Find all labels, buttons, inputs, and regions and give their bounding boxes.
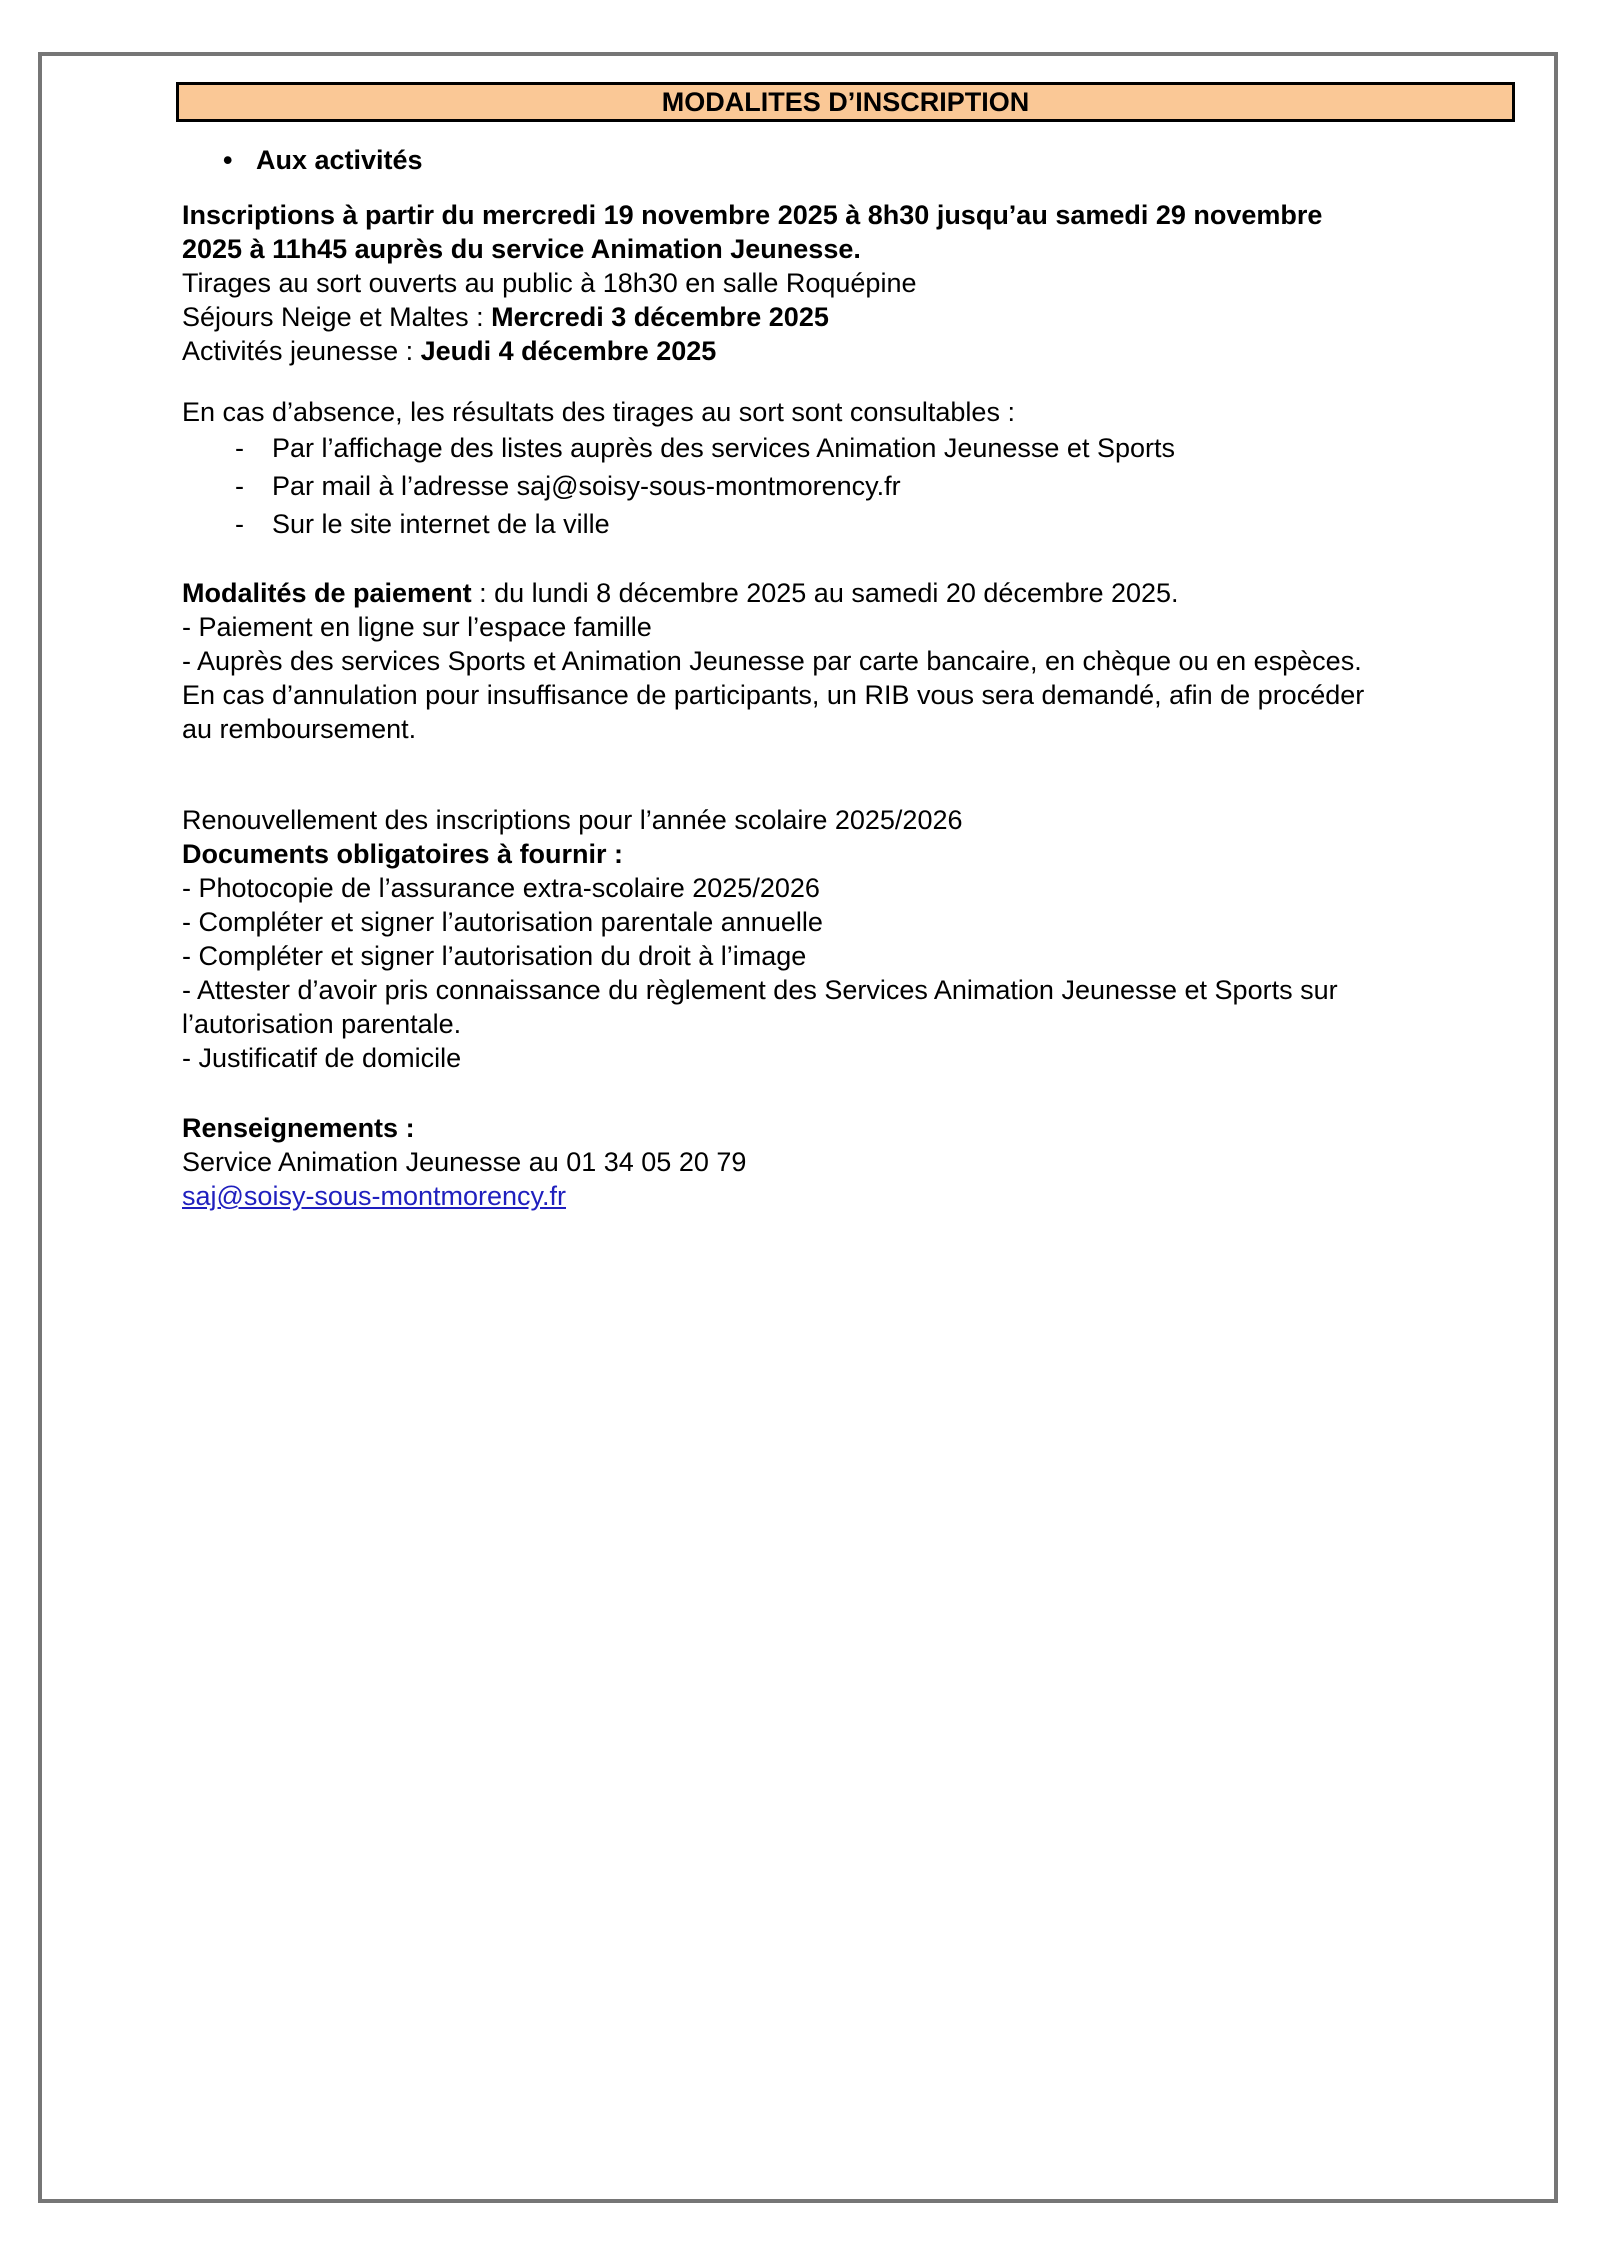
renewal-paragraph: [182, 803, 1527, 1075]
text-line: l’autorisation parentale.: [182, 1009, 462, 1039]
text-line: Inscriptions à partir du mercredi 19 novembre 2025 à 8h30 jusqu’au samedi 29 novembre: [182, 200, 1323, 230]
text-line: - Auprès des services Sports et Animation Jeunesse par carte bancaire, en chèque ou en espèces.: [182, 646, 1362, 676]
documents-heading: Documents obligatoires à fournir :: [182, 839, 624, 869]
list-item: [182, 467, 1527, 505]
payment-paragraph: [182, 576, 1527, 746]
payment-dates: : du lundi 8 décembre 2025 au samedi 20 décembre 2025.: [471, 578, 1179, 608]
absence-list: [182, 429, 1527, 543]
text-line: [182, 300, 1527, 334]
text-label: Activités jeunesse :: [182, 336, 421, 366]
payment-heading: Modalités de paiement: [182, 578, 472, 608]
list-item-text: Sur le site internet de la ville: [272, 509, 610, 539]
text-line: [182, 334, 1527, 368]
list-item-text: Par mail à l’adresse saj@soisy-sous-montmorency.fr: [272, 471, 901, 501]
date-sejours: Mercredi 3 décembre 2025: [491, 302, 829, 332]
section-heading-label: Aux activités: [256, 145, 423, 175]
text-line: - Compléter et signer l’autorisation parentale annuelle: [182, 907, 823, 937]
title-banner: [176, 82, 1515, 122]
text-line: En cas d’annulation pour insuffisance de participants, un RIB vous sera demandé, afin de procéder: [182, 680, 1365, 710]
contact-heading: Renseignements :: [182, 1113, 415, 1143]
text-line: 2025 à 11h45 auprès du service Animation Jeunesse.: [182, 234, 861, 264]
inscription-dates-paragraph: [182, 198, 1527, 368]
section-heading-activites: [182, 143, 1527, 177]
list-item: [182, 429, 1527, 467]
document-body: [182, 143, 1527, 1213]
page-title: MODALITES D’INSCRIPTION: [661, 87, 1030, 117]
text-line: [182, 1179, 1527, 1213]
contact-phone-line: Service Animation Jeunesse au 01 34 05 20 79: [182, 1147, 747, 1177]
text-line: - Paiement en ligne sur l’espace famille: [182, 612, 652, 642]
text-line: Tirages au sort ouverts au public à 18h30 en salle Roquépine: [182, 268, 917, 298]
text-line: au remboursement.: [182, 714, 417, 744]
text-line: Renouvellement des inscriptions pour l’année scolaire 2025/2026: [182, 805, 963, 835]
text-line: [182, 576, 1527, 610]
document-page: [38, 52, 1558, 2203]
bullet-icon: •: [223, 145, 233, 175]
absence-paragraph: [182, 395, 1527, 543]
text-line: - Justificatif de domicile: [182, 1043, 462, 1073]
text-label: Séjours Neige et Maltes :: [182, 302, 492, 332]
absence-intro: En cas d’absence, les résultats des tirages au sort sont consultables :: [182, 397, 1015, 427]
text-line: - Compléter et signer l’autorisation du droit à l’image: [182, 941, 807, 971]
list-item-text: Par l’affichage des listes auprès des services Animation Jeunesse et Sports: [272, 433, 1175, 463]
dash-icon: -: [235, 509, 244, 539]
date-activites: Jeudi 4 décembre 2025: [420, 336, 717, 366]
list-item: [182, 505, 1527, 543]
text-line: - Photocopie de l’assurance extra-scolaire 2025/2026: [182, 873, 820, 903]
dash-icon: -: [235, 471, 244, 501]
email-link[interactable]: saj@soisy-sous-montmorency.fr: [182, 1181, 566, 1211]
contact-paragraph: [182, 1111, 1527, 1213]
text-line: - Attester d’avoir pris connaissance du règlement des Services Animation Jeunesse et Sports sur: [182, 975, 1338, 1005]
dash-icon: -: [235, 433, 244, 463]
